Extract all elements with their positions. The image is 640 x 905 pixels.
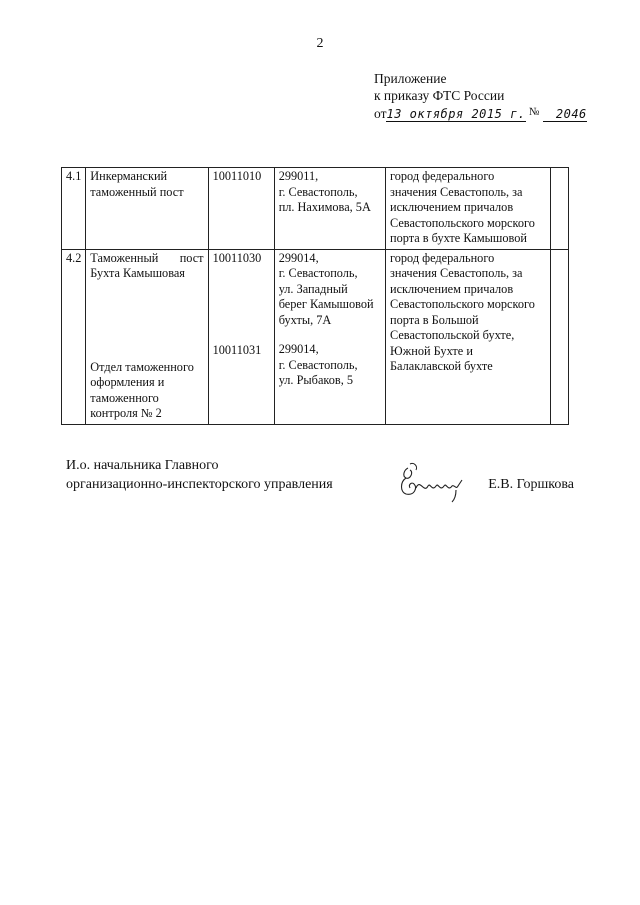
region-line: Севастопольской бухте,	[390, 328, 515, 342]
signatory-name: Е.В. Горшкова	[488, 477, 574, 492]
post-address	[274, 249, 385, 424]
post-name-line: Таможенный пост	[90, 250, 204, 265]
signatory-title-line: И.о. начальника Главного	[66, 458, 219, 473]
customs-posts-table	[61, 167, 569, 425]
address-line: 299014,	[278, 250, 319, 265]
appendix-date-line	[374, 104, 587, 122]
region-line: Севастопольского морского	[390, 297, 535, 311]
signature-block	[66, 456, 576, 494]
region-line: Южной Бухте и	[390, 343, 473, 358]
region-line: порта в Большой	[390, 312, 479, 327]
sub-post-name-line: оформления и	[90, 375, 165, 389]
region-line: город федерального	[390, 250, 495, 265]
post-region	[386, 249, 551, 424]
row-id: 4.2	[62, 249, 86, 424]
region-line: Севастопольского морского	[390, 215, 535, 230]
sub-post-name-line: таможенного	[90, 390, 159, 405]
handwritten-signature	[396, 460, 476, 510]
address-line: пл. Нахимова, 5А	[278, 200, 371, 214]
post-name-line: Инкерманский	[90, 169, 168, 183]
order-date: 13 октября 2015 г.	[386, 107, 526, 121]
address-line: ул. Западный	[278, 281, 348, 296]
post-region	[386, 168, 551, 250]
post-code: 10011010	[208, 168, 274, 250]
sub-address-line: ул. Рыбаков, 5	[278, 373, 353, 387]
post-address	[274, 168, 385, 250]
address-line: г. Севастополь,	[278, 266, 358, 280]
post-name	[86, 249, 208, 424]
order-number: 2046	[543, 108, 587, 122]
region-line: исключением причалов	[390, 200, 514, 214]
region-line: Балаклавской бухте	[390, 359, 493, 373]
region-line: порта в бухте Камышовой	[390, 231, 527, 245]
region-line: город федерального	[390, 169, 495, 183]
signatory-title-line: организационно-инспекторского управления	[66, 477, 333, 492]
empty-cell	[551, 249, 569, 424]
table-row	[62, 168, 569, 250]
post-code-main: 10011030	[212, 250, 262, 265]
table-row	[62, 249, 569, 424]
appendix-order-ref: к приказу ФТС России	[374, 88, 505, 103]
appendix-title: Приложение	[374, 71, 447, 86]
post-name-line: Бухта Камышовая	[90, 266, 185, 280]
row-id: 4.1	[62, 168, 86, 250]
sub-address-line: 299014,	[278, 342, 319, 356]
region-line: исключением причалов	[390, 281, 514, 296]
empty-cell	[551, 168, 569, 250]
address-line: г. Севастополь,	[278, 184, 358, 199]
sub-post-name-line: контроля № 2	[90, 406, 162, 420]
address-line: берег Камышовой	[278, 297, 374, 311]
region-line: значения Севастополь, за	[390, 266, 523, 280]
number-sign: №	[528, 106, 540, 118]
address-line: 299011,	[278, 169, 319, 183]
sub-post-code: 10011031	[212, 343, 262, 357]
post-code	[208, 249, 274, 424]
sub-post-name-line: Отдел таможенного	[90, 359, 194, 374]
sub-address-line: г. Севастополь,	[278, 357, 358, 372]
page-number: 2	[316, 36, 324, 51]
date-prefix: от	[374, 106, 387, 121]
appendix-header	[374, 70, 587, 122]
region-line: значения Севастополь, за	[390, 184, 523, 199]
address-line: бухты, 7А	[278, 312, 332, 327]
post-name	[86, 168, 208, 250]
post-name-line: таможенный пост	[90, 184, 184, 199]
